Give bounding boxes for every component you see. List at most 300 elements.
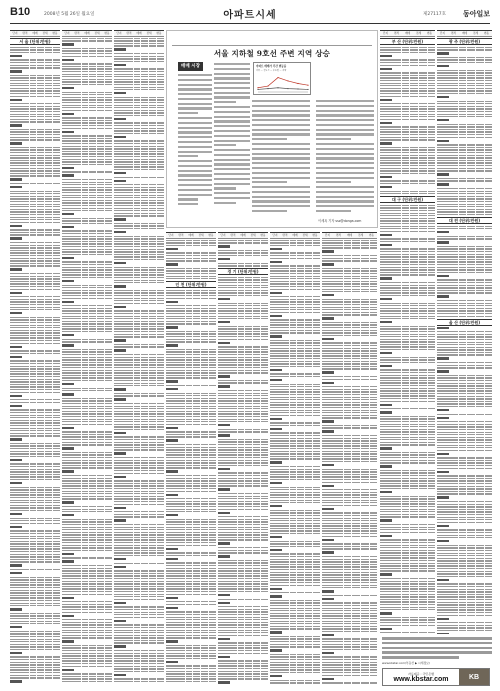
table-row xyxy=(10,401,60,404)
table-row xyxy=(166,377,216,380)
table-row xyxy=(322,291,377,294)
table-row xyxy=(380,400,435,403)
column-header-label: 매매 xyxy=(136,32,142,35)
table-row xyxy=(218,242,268,245)
table-row xyxy=(437,537,492,540)
table-row xyxy=(218,590,268,593)
column-header-label: 단지 xyxy=(12,32,18,35)
table-row xyxy=(10,435,60,438)
column-header-label: 단지 xyxy=(116,32,122,35)
table-row xyxy=(437,49,492,52)
table-row xyxy=(437,614,492,617)
table-row xyxy=(218,420,268,423)
table-row xyxy=(437,238,492,241)
table-row xyxy=(166,384,216,387)
column-header-label: 전세 xyxy=(357,234,363,237)
article-text-col3 xyxy=(252,100,310,215)
column-header-label: 변동 xyxy=(368,234,374,237)
chart-point xyxy=(277,77,278,78)
table-row xyxy=(437,575,492,578)
column-header xyxy=(270,232,320,239)
table-row xyxy=(270,502,320,505)
region-header: 서 울 (단위:만원) xyxy=(10,38,60,45)
table-row xyxy=(114,428,164,431)
table-row xyxy=(380,64,435,67)
price-change-chart xyxy=(253,62,311,95)
table-row xyxy=(166,436,216,439)
table-row xyxy=(114,89,164,92)
table-row xyxy=(218,652,268,655)
chart-point xyxy=(267,88,268,89)
chart-point xyxy=(287,88,288,89)
table-row xyxy=(114,258,164,261)
article-kicker: 매매 시장 xyxy=(178,62,203,71)
price-column xyxy=(380,30,435,634)
table-row xyxy=(62,557,112,560)
table-row xyxy=(270,332,320,335)
column-header-label: 단지 xyxy=(168,234,174,237)
column-header-label: 면적 xyxy=(230,234,236,237)
district-marker xyxy=(218,681,268,684)
table-row xyxy=(437,92,492,95)
table-row xyxy=(114,503,164,506)
table-row xyxy=(437,521,492,524)
table-row xyxy=(62,390,112,393)
table-row xyxy=(380,624,435,627)
table-row xyxy=(437,271,492,274)
column-header-label: 전세 xyxy=(146,32,152,35)
table-row xyxy=(62,467,112,470)
chart-title: 아파트 매매가 주간 변동률 xyxy=(256,65,287,68)
table-row xyxy=(380,139,435,142)
table-row xyxy=(114,516,164,519)
column-header-label: 전세 xyxy=(94,32,100,35)
column-header-label: 단지 xyxy=(382,32,388,35)
table-row xyxy=(218,431,268,434)
column-header-label: 변동 xyxy=(260,234,266,237)
table-row xyxy=(114,282,164,285)
table-row xyxy=(437,354,492,357)
table-row xyxy=(437,213,492,216)
table-row xyxy=(166,467,216,470)
table-row xyxy=(218,464,268,467)
table-row xyxy=(218,382,268,385)
table-row xyxy=(10,95,60,98)
table-row xyxy=(62,55,112,58)
table-row xyxy=(10,605,60,608)
chart-legend: 서울 — 신도시 — 수도권 — 지방 xyxy=(256,70,287,72)
table-row xyxy=(380,118,435,121)
price-column xyxy=(437,30,492,634)
table-row xyxy=(62,222,112,225)
table-row xyxy=(218,552,268,555)
table-row xyxy=(10,648,60,651)
table-row xyxy=(10,234,60,237)
table-row xyxy=(10,352,60,355)
section-title: 아파트시세 xyxy=(223,10,277,21)
column-header-label: 면적 xyxy=(178,234,184,237)
table-row xyxy=(380,95,435,98)
table-row xyxy=(114,215,164,218)
column-header xyxy=(380,30,435,37)
table-row xyxy=(166,593,216,596)
price-column xyxy=(270,232,320,684)
table-row xyxy=(114,616,164,619)
table-row xyxy=(218,598,268,601)
table-row xyxy=(114,642,164,645)
table-row xyxy=(62,549,112,552)
table-row xyxy=(10,175,60,178)
table-row xyxy=(114,302,164,305)
column-header-label: 매매 xyxy=(32,32,38,35)
table-row xyxy=(10,677,60,680)
column-header-label: 면적 xyxy=(22,32,28,35)
chart-point xyxy=(297,88,298,89)
table-row xyxy=(10,265,60,268)
column-header-label: 변동 xyxy=(483,32,489,35)
table-row xyxy=(322,427,377,430)
table-row xyxy=(322,247,377,250)
table-row xyxy=(380,274,435,277)
table-row xyxy=(114,346,164,349)
table-row xyxy=(218,265,268,268)
article-title: 서울 지하철 9호선 주변 지역 상승 xyxy=(213,49,331,58)
table-row xyxy=(62,253,112,256)
table-row xyxy=(114,336,164,339)
table-row xyxy=(10,288,60,291)
column-header xyxy=(10,30,60,37)
table-row xyxy=(166,657,216,660)
table-row xyxy=(437,180,492,183)
region-header: 울 산 (단위:만원) xyxy=(437,319,492,326)
table-row xyxy=(270,311,320,314)
table-row xyxy=(10,623,60,626)
table-row xyxy=(380,531,435,534)
column-header-label: 매매 xyxy=(240,234,246,237)
table-row xyxy=(62,276,112,279)
table-row xyxy=(10,568,60,571)
table-row xyxy=(62,330,112,333)
column-header-label: 전세 xyxy=(302,234,308,237)
table-row xyxy=(380,570,435,573)
price-column xyxy=(114,30,164,684)
table-row xyxy=(166,278,216,281)
table-row xyxy=(218,254,268,257)
table-row xyxy=(380,444,435,447)
table-row xyxy=(380,51,435,54)
table-row xyxy=(380,294,435,297)
table-row xyxy=(218,508,268,511)
table-row xyxy=(322,460,377,463)
newspaper-brand: 동아일보 xyxy=(462,9,490,18)
column-header-label: 면적 xyxy=(393,32,399,35)
column-header-label: 매매 xyxy=(461,32,467,35)
table-row xyxy=(166,603,216,606)
table-row xyxy=(322,504,377,507)
price-column xyxy=(322,232,377,684)
region-header: 경 기 (단위:만원) xyxy=(218,268,268,275)
table-row xyxy=(322,548,377,551)
table-row xyxy=(114,670,164,673)
chart-series-line xyxy=(258,88,308,90)
table-row xyxy=(166,260,216,263)
table-row xyxy=(380,240,435,243)
table-row xyxy=(114,598,164,601)
table-row xyxy=(380,516,435,519)
table-row xyxy=(322,260,377,263)
table-row xyxy=(270,545,320,548)
table-row xyxy=(10,342,60,345)
table-row xyxy=(218,338,268,341)
table-row xyxy=(62,611,112,614)
table-row xyxy=(322,630,377,633)
table-row xyxy=(437,315,492,318)
table-row xyxy=(114,449,164,452)
table-row xyxy=(437,493,492,496)
kb-logo: KB xyxy=(459,669,489,685)
column-header-label: 면적 xyxy=(335,234,341,237)
chart-point xyxy=(297,83,298,84)
region-header: 광 주 (단위:만원) xyxy=(437,38,492,45)
table-row xyxy=(62,341,112,344)
column-header-label: 면적 xyxy=(74,32,80,35)
table-row xyxy=(114,114,164,117)
table-row xyxy=(322,417,377,420)
table-row xyxy=(380,318,435,321)
column-header-label: 매매 xyxy=(292,234,298,237)
price-column xyxy=(166,232,216,684)
table-row xyxy=(270,375,320,378)
table-row xyxy=(166,323,216,326)
kb-banner xyxy=(382,668,490,686)
table-row xyxy=(270,646,320,649)
column-header-label: 단지 xyxy=(439,32,445,35)
article-text-col2 xyxy=(178,74,212,208)
table-row xyxy=(62,109,112,112)
column-header-label: 면적 xyxy=(282,234,288,237)
chart-point xyxy=(257,87,258,88)
column-header-label: 변동 xyxy=(156,32,162,35)
table-row xyxy=(437,467,492,470)
table-row xyxy=(380,230,435,233)
table-row xyxy=(322,481,377,484)
table-row xyxy=(10,309,60,312)
table-row xyxy=(62,423,112,426)
table-row xyxy=(218,634,268,637)
table-row xyxy=(10,51,60,54)
table-row xyxy=(62,171,112,174)
chart-point xyxy=(307,89,308,90)
price-column xyxy=(10,30,60,684)
table-row xyxy=(114,683,164,684)
column-header-label: 전세 xyxy=(198,234,204,237)
table-row xyxy=(270,288,320,291)
table-row xyxy=(166,554,216,557)
column-header-label: 변동 xyxy=(208,234,214,237)
banner-url: www.kbstar.com xyxy=(393,675,449,683)
region-header: 인 천 (단위:만원) xyxy=(166,281,216,288)
article-text-col1 xyxy=(214,63,250,206)
table-row xyxy=(437,136,492,139)
table-row xyxy=(10,522,60,525)
table-row xyxy=(270,628,320,631)
table-row xyxy=(62,444,112,447)
column-header-label: 변동 xyxy=(426,32,432,35)
table-row xyxy=(10,455,60,458)
table-row xyxy=(437,170,492,173)
table-row xyxy=(380,408,435,411)
column-header-label: 단지 xyxy=(220,234,226,237)
table-row xyxy=(437,61,492,64)
table-row xyxy=(166,297,216,300)
table-row xyxy=(437,292,492,295)
table-row xyxy=(62,209,112,212)
column-header-label: 변동 xyxy=(52,32,58,35)
table-row xyxy=(62,297,112,300)
table-row xyxy=(270,592,320,595)
table-row xyxy=(218,678,268,681)
column-header xyxy=(322,232,377,239)
table-row xyxy=(437,449,492,452)
table-row xyxy=(270,478,320,481)
table-row xyxy=(166,341,216,344)
table-row xyxy=(166,423,216,426)
column-header-label: 단지 xyxy=(272,234,278,237)
table-row xyxy=(10,139,60,142)
table-row xyxy=(114,385,164,388)
region-header: 대 전 (단위:만원) xyxy=(437,217,492,224)
table-row xyxy=(166,637,216,640)
masthead xyxy=(10,4,490,24)
footer-url-note: www.kbstar.com(부동산 ▶ 시세정보) xyxy=(382,661,430,665)
table-row xyxy=(166,544,216,547)
price-column xyxy=(62,30,112,684)
chart-point xyxy=(257,89,258,90)
column-header-label: 면적 xyxy=(126,32,132,35)
table-row xyxy=(437,227,492,230)
table-row xyxy=(270,365,320,368)
table-row xyxy=(270,257,320,260)
table-row xyxy=(437,405,492,408)
column-header-label: 매매 xyxy=(404,32,410,35)
column-header-label: 전세 xyxy=(472,32,478,35)
column-header-label: 단지 xyxy=(64,32,70,35)
column-header-label: 면적 xyxy=(450,32,456,35)
table-row xyxy=(114,562,164,565)
column-header-label: 매매 xyxy=(84,32,90,35)
chart-plot xyxy=(256,73,310,94)
table-row xyxy=(10,67,60,70)
table-row xyxy=(114,168,164,171)
chart-series-line xyxy=(258,78,308,88)
column-header-label: 매매 xyxy=(346,234,352,237)
table-row xyxy=(114,45,164,48)
footer-note xyxy=(382,637,492,661)
column-header xyxy=(437,30,492,37)
table-row xyxy=(10,121,60,124)
column-header-label: 매매 xyxy=(188,234,194,237)
table-row xyxy=(62,40,112,43)
table-row xyxy=(114,227,164,230)
column-header xyxy=(62,30,112,37)
chart-point xyxy=(287,80,288,81)
table-row xyxy=(114,60,164,63)
table-row xyxy=(114,132,164,135)
column-header xyxy=(166,232,216,239)
table-row xyxy=(218,485,268,488)
table-row xyxy=(218,317,268,320)
column-header xyxy=(114,30,164,37)
table-row xyxy=(114,554,164,557)
chart-point xyxy=(307,85,308,86)
table-row xyxy=(380,462,435,465)
table-row xyxy=(62,511,112,514)
table-row xyxy=(322,314,377,317)
column-header xyxy=(218,232,268,239)
table-row xyxy=(380,193,435,196)
article-byline: 이세옥 기자 ssz@donga.com xyxy=(318,219,362,223)
issue-date: 2008년 5월 26일 월요일 xyxy=(44,12,95,17)
table-row xyxy=(437,367,492,370)
district-marker xyxy=(437,633,492,634)
table-row xyxy=(10,561,60,564)
column-header-label: 단지 xyxy=(324,234,330,237)
banner-source: 자료제공 : 국민은행 xyxy=(407,671,435,676)
table-row xyxy=(270,424,320,427)
table-row xyxy=(270,458,320,461)
table-row xyxy=(10,391,60,394)
table-row xyxy=(380,609,435,612)
table-row xyxy=(380,361,435,364)
issue-number: 제27117호 xyxy=(422,12,446,17)
table-row xyxy=(437,413,492,416)
table-row xyxy=(114,395,164,398)
table-row xyxy=(10,182,60,185)
article-rule xyxy=(172,45,372,46)
table-row xyxy=(114,472,164,475)
table-row xyxy=(322,587,377,590)
table-row xyxy=(166,511,216,514)
chart-point xyxy=(277,87,278,88)
table-row xyxy=(270,532,320,535)
page-number: B10 xyxy=(10,6,31,18)
region-header: 부 산 (단위:만원) xyxy=(380,38,435,45)
table-row xyxy=(62,127,112,130)
table-row xyxy=(166,490,216,493)
article-text-col4 xyxy=(316,100,374,215)
table-row xyxy=(62,163,112,166)
table-row xyxy=(10,509,60,512)
table-row xyxy=(62,83,112,86)
table-row xyxy=(62,637,112,640)
table-row xyxy=(10,221,60,224)
price-column xyxy=(218,232,268,684)
table-row xyxy=(322,334,377,337)
table-row xyxy=(270,584,320,587)
table-row xyxy=(10,478,60,481)
table-row xyxy=(322,535,377,538)
table-row xyxy=(270,244,320,247)
table-row xyxy=(62,379,112,382)
table-row xyxy=(62,498,112,501)
table-row xyxy=(322,648,377,651)
table-row xyxy=(218,539,268,542)
table-row xyxy=(62,593,112,596)
table-row xyxy=(322,594,377,597)
table-row xyxy=(218,294,268,297)
table-row xyxy=(270,671,320,674)
table-row xyxy=(437,115,492,118)
